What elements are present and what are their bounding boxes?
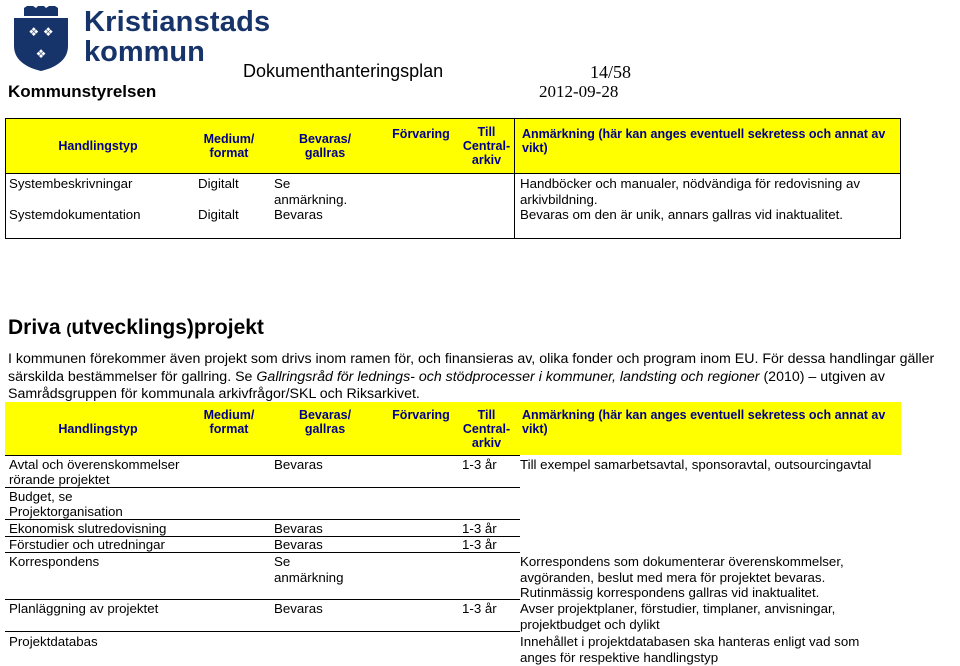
col-header-till-centralarkiv: Till Central- arkiv: [459, 402, 514, 455]
svg-text:❖: ❖: [35, 47, 47, 61]
table-row-2-type-2: Projektorganisation: [9, 504, 123, 519]
table-row-3-bevaras: Bevaras: [274, 521, 323, 536]
col-header-till-centralarkiv: Till Central- arkiv: [459, 119, 514, 173]
table-row-1-medium: Digitalt: [198, 176, 239, 191]
table-row-5-bevaras-2: anmärkning: [274, 570, 344, 585]
table-row-4-bevaras: Bevaras: [274, 537, 323, 552]
section-paragraph: I kommunen förekommer även projekt som drivs inom ramen för, och finansieras av, olika fonder och program inom EU. För dessa handlingar gäller särskilda bestämmelser för gallring. Se Gallringsråd för lednings- och stödprocesser i kommuner, landsting och regioner (2010) – utgiven av Samrådsgruppen för kommunala arkivfrågor/SKL och Riksarkivet.: [8, 351, 935, 402]
table-row-7-type: Projektdatabas: [9, 634, 98, 649]
col-header-forvaring: Förvaring: [383, 119, 459, 173]
table-row-1-till: 1-3 år: [462, 457, 497, 472]
document-date: 2012-09-28: [539, 82, 619, 101]
table-row-1-type: Avtal och överenskommelser: [9, 457, 180, 472]
logo-wordmark-line1: Kristianstads: [84, 6, 271, 38]
col-header-handlingstyp: Handlingstyp: [5, 402, 191, 455]
col-header-bevaras: Bevaras/ gallras: [267, 119, 383, 173]
table-row-1-bevaras-2: anmärkning.: [274, 192, 348, 207]
page-number: 14/58: [590, 62, 632, 82]
col-header-anmarkning: Anmärkning (här kan anges eventuell sekretess och annat av vikt): [514, 119, 901, 173]
table-row-3-till: 1-3 år: [462, 521, 497, 536]
table-row-2-type: Systemdokumentation: [9, 207, 141, 222]
table-row-1-note: Till exempel samarbetsavtal, sponsoravtal, outsourcingavtal: [520, 457, 872, 472]
col-header-medium: Medium/ format: [191, 119, 267, 173]
table-row-2-medium: Digitalt: [198, 207, 239, 222]
table-row-5-bevaras: Se: [274, 554, 291, 569]
table-row-1-bevaras: Bevaras: [274, 457, 323, 472]
table-row-5-type: Korrespondens: [9, 554, 100, 569]
table-row-5-note-2: avgöranden, beslut med mera för projektet bevaras.: [520, 570, 826, 585]
table-row-1-type-2: rörande projektet: [9, 472, 110, 487]
col-header-forvaring: Förvaring: [383, 402, 459, 455]
table-row-1-bevaras: Se: [274, 176, 291, 191]
table-row-3-type: Ekonomisk slutredovisning: [9, 521, 167, 536]
svg-text:❖ ❖: ❖ ❖: [28, 25, 54, 39]
table-row-7-note: Innehållet i projektdatabasen ska hanteras enligt vad som: [520, 634, 860, 649]
table-row-1-note: Handböcker och manualer, nödvändiga för redovisning av: [520, 176, 861, 191]
col-header-medium: Medium/ format: [191, 402, 267, 455]
document-title: Dokumenthanteringsplan: [243, 61, 444, 81]
table-row-2-note: Bevaras om den är unik, annars gallras vid inaktualitet.: [520, 207, 843, 222]
table-row-6-till: 1-3 år: [462, 601, 497, 616]
table-row-5-note: Korrespondens som dokumenterar överenskommelser,: [520, 554, 844, 569]
organization-name: Kommunstyrelsen: [8, 82, 157, 101]
col-header-anmarkning: Anmärkning (här kan anges eventuell sekretess och annat av vikt): [514, 402, 901, 455]
coat-of-arms-logo: [10, 6, 72, 72]
table-row-6-type: Planläggning av projektet: [9, 601, 159, 616]
table-row-6-bevaras: Bevaras: [274, 601, 323, 616]
table-row-2-bevaras: Bevaras: [274, 207, 323, 222]
table-row-4-type: Förstudier och utredningar: [9, 537, 165, 552]
table-row-7-note-2: anges för respektive handlingstyp: [520, 650, 719, 665]
col-header-bevaras: Bevaras/ gallras: [267, 402, 383, 455]
col-header-handlingstyp: Handlingstyp: [5, 119, 191, 173]
table-row-4-till: 1-3 år: [462, 537, 497, 552]
table-row-5-note-3: Rutinmässig korrespondens gallras vid inaktualitet.: [520, 585, 820, 600]
table-row-2-type: Budget, se: [9, 489, 73, 504]
table-row-6-note: Avser projektplaner, förstudier, timplaner, anvisningar,: [520, 601, 836, 616]
table-row-6-note-2: projektbudget och dylikt: [520, 617, 660, 632]
section-title: Driva (utvecklings)projekt: [8, 316, 264, 339]
table-row-1-type: Systembeskrivningar: [9, 176, 133, 191]
table-row-1-note-2: arkivbildning.: [520, 192, 598, 207]
logo-wordmark-line2: kommun: [84, 36, 205, 68]
